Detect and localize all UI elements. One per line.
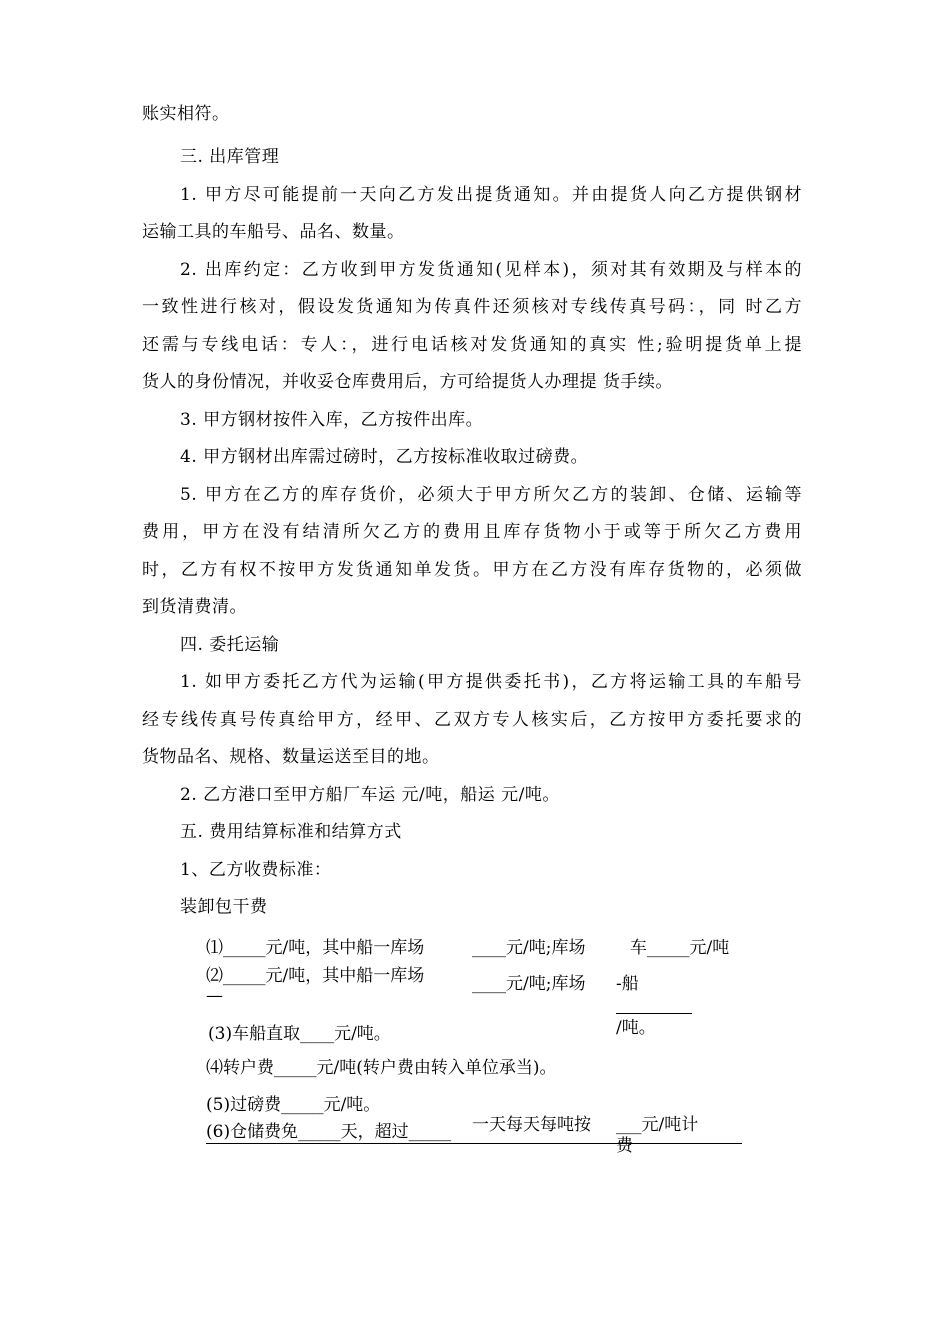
- fee-row-6-c: ___元/吨计: [616, 1115, 699, 1135]
- paragraph-line: 4. 甲方钢材出库需过磅时，乙方按标准收取过磅费。: [180, 447, 589, 467]
- fee-row-3: (3)车船直取____元/吨。: [208, 1024, 391, 1044]
- paragraph-line: 1、乙方收费标准：: [180, 860, 332, 880]
- paragraph-line: 1. 甲方尽可能提前一天向乙方发出提货通知。并由提货人向乙方提供钢材: [180, 185, 802, 205]
- paragraph-line: 2. 乙方港口至甲方船厂车运 元/吨，船运 元/吨。: [180, 785, 560, 805]
- paragraph-line: 还需与专线电话：专人：，进行电话核对发货通知的真实 性;验明提货单上提: [142, 335, 802, 355]
- fee-row-6-a: (6)仓储费免_____天，超过_____: [206, 1122, 452, 1142]
- fee-row-5: (5)过磅费_____元/吨。: [206, 1095, 381, 1115]
- fee-bottom-rule: [206, 1143, 742, 1144]
- fee-row-4: ⑷转户费_____元/吨(转户费由转入单位承当)。: [206, 1058, 557, 1078]
- fee-underline: [616, 1013, 692, 1014]
- paragraph-line: 经专线传真号传真给甲方，经甲、乙双方专人核实后，乙方按甲方委托要求的: [142, 710, 802, 730]
- section-heading: 四. 委托运输: [180, 635, 280, 655]
- fee-row-1-b: ____元/吨;库场: [472, 938, 586, 958]
- fee-row-2-b: ____元/吨;库场: [472, 974, 586, 994]
- paragraph-line: 货物品名、规格、数量运送至目的地。: [142, 747, 440, 767]
- paragraph-line: 一致性进行核对，假设发货通知为传真件还须核对专线传真号码：，同 时乙方: [142, 297, 802, 317]
- fee-row-2-dash: —: [206, 986, 223, 1006]
- fee-row-6-d: 费: [616, 1136, 633, 1156]
- paragraph-line: 1. 如甲方委托乙方代为运输(甲方提供委托书)，乙方将运输工具的车船号: [180, 672, 802, 692]
- fee-row-2-c: -船: [616, 974, 639, 994]
- fee-row-1-c: 车_____元/吨: [630, 938, 730, 958]
- fee-row-6-b: 一天每天每吨按: [472, 1115, 591, 1135]
- fee-row-2-tail: /吨。: [616, 1018, 656, 1038]
- paragraph-line: 费用，甲方在没有结清所欠乙方的费用且库存货物小于或等于所欠乙方费用: [142, 522, 802, 542]
- section-heading: 三. 出库管理: [180, 147, 280, 167]
- paragraph-line: 时，乙方有权不按甲方发货通知单发货。甲方在乙方没有库存货物的，必须做: [142, 560, 802, 580]
- paragraph-line: 账实相符。: [142, 104, 230, 124]
- paragraph-line: 运输工具的车船号、品名、数量。: [142, 222, 405, 242]
- paragraph-line: 货人的身份情况，并收妥仓库费用后，方可给提货人办理提 货手续。: [142, 372, 673, 392]
- paragraph-line: 5. 甲方在乙方的库存货价，必须大于甲方所欠乙方的装卸、仓储、运输等: [180, 485, 802, 505]
- section-heading: 五. 费用结算标准和结算方式: [180, 822, 402, 842]
- paragraph-line: 到货清费清。: [142, 597, 247, 617]
- paragraph-line: 装卸包干费: [180, 897, 268, 917]
- fee-row-2-a: ⑵_____元/吨，其中船一库场: [206, 966, 425, 986]
- paragraph-line: 3. 甲方钢材按件入库，乙方按件出库。: [180, 410, 484, 430]
- fee-row-1-a: ⑴_____元/吨，其中船一库场: [206, 938, 425, 958]
- paragraph-line: 2. 出库约定：乙方收到甲方发货通知(见样本)，须对其有效期及与样本的: [180, 260, 802, 280]
